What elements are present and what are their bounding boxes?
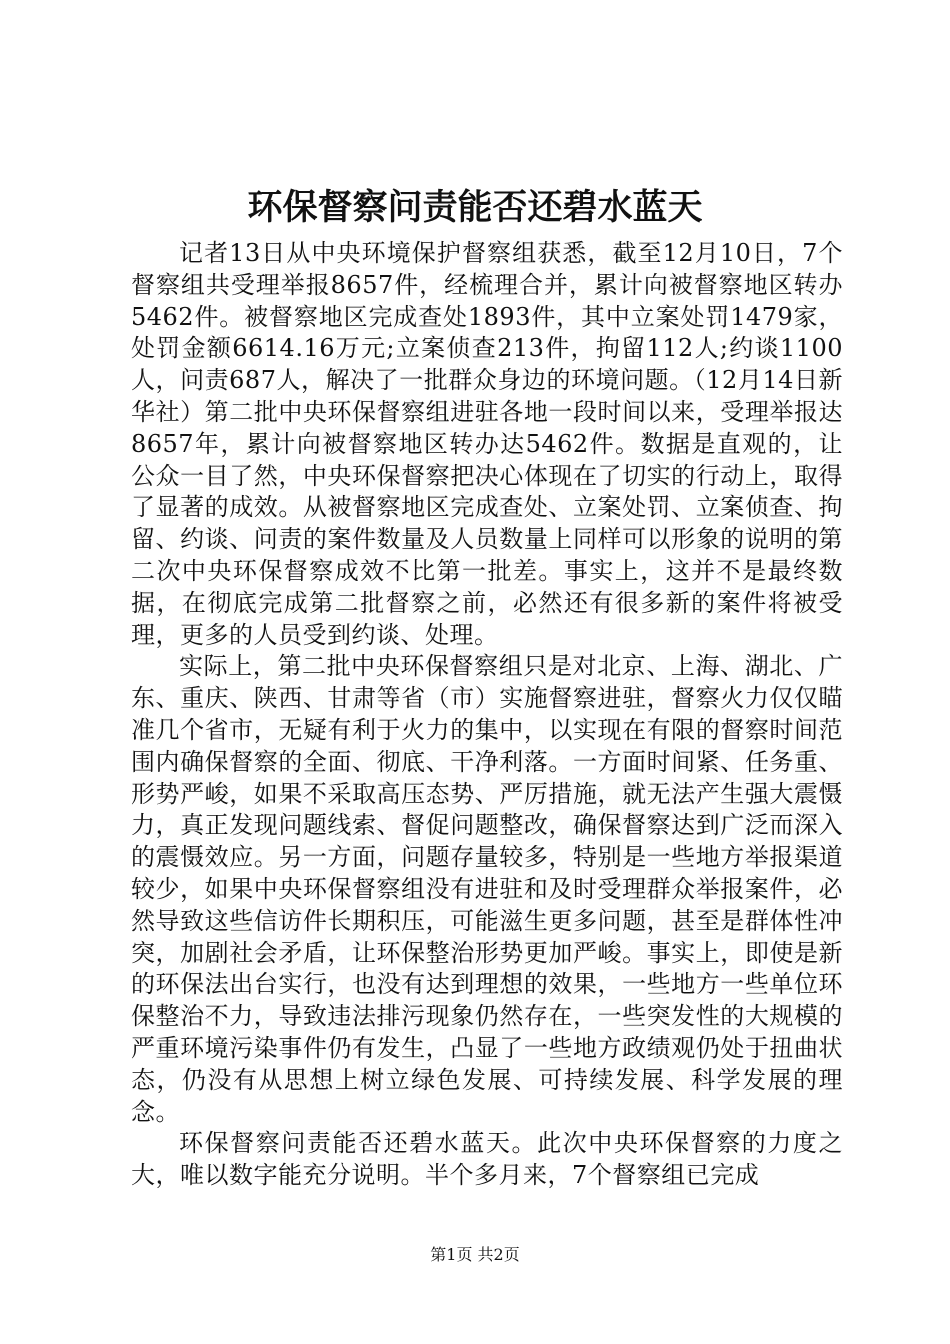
document-body: [131, 238, 843, 1192]
paragraph: 记者13日从中央环境保护督察组获悉，截至12月10日，7个督察组共受理举报8657件，经梳理合并，累计向被督察地区转办5462件。被督察地区完成查处1893件，其中立案处罚1479家，处罚金额6614.16万元;立案侦查213件，拘留112人;约谈1100人，问责687人，解决了一批群众身边的环境问题。（12月14日新华社）第二批中央环保督察组进驻各地一段时间以来，受理举报达8657年，累计向被督察地区转办达5462件。数据是直观的，让公众一目了然，中央环保督察把决心体现在了切实的行动上，取得了显著的成效。从被督察地区完成查处、立案处罚、立案侦查、拘留、约谈、问责的案件数量及人员数量上同样可以形象的说明的第二次中央环保督察成效不比第一批差。事实上，这并不是最终数据，在彻底完成第二批督察之前，必然还有很多新的案件将被受理，更多的人员受到约谈、处理。: [131, 239, 843, 649]
page-footer: 第1页 共2页: [430, 1245, 520, 1264]
document-title: 环保督察问责能否还碧水蓝天: [247, 187, 703, 228]
paragraph: 环保督察问责能否还碧水蓝天。此次中央环保督察的力度之大，唯以数字能充分说明。半个多月来，7个督察组已完成: [131, 1129, 843, 1190]
paragraph: 实际上，第二批中央环保督察组只是对北京、上海、湖北、广东、重庆、陕西、甘肃等省（市）实施督察进驻，督察火力仅仅瞄准几个省市，无疑有利于火力的集中，以实现在有限的督察时间范围内确保督察的全面、彻底、干净利落。一方面时间紧、任务重、形势严峻，如果不采取高压态势、严厉措施，就无法产生强大震慑力，真正发现问题线索、督促问题整改，确保督察达到广泛而深入的震慑效应。另一方面，问题存量较多，特别是一些地方举报渠道较少，如果中央环保督察组没有进驻和及时受理群众举报案件，必然导致这些信访件长期积压，可能滋生更多问题，甚至是群体性冲突，加剧社会矛盾，让环保整治形势更加严峻。事实上，即使是新的环保法出台实行，也没有达到理想的效果，一些地方一些单位环保整治不力，导致违法排污现象仍然存在，一些突发性的大规模的严重环境污染事件仍有发生，凸显了一些地方政绩观仍处于扭曲状态，仍没有从思想上树立绿色发展、可持续发展、科学发展的理念。: [131, 652, 843, 1126]
